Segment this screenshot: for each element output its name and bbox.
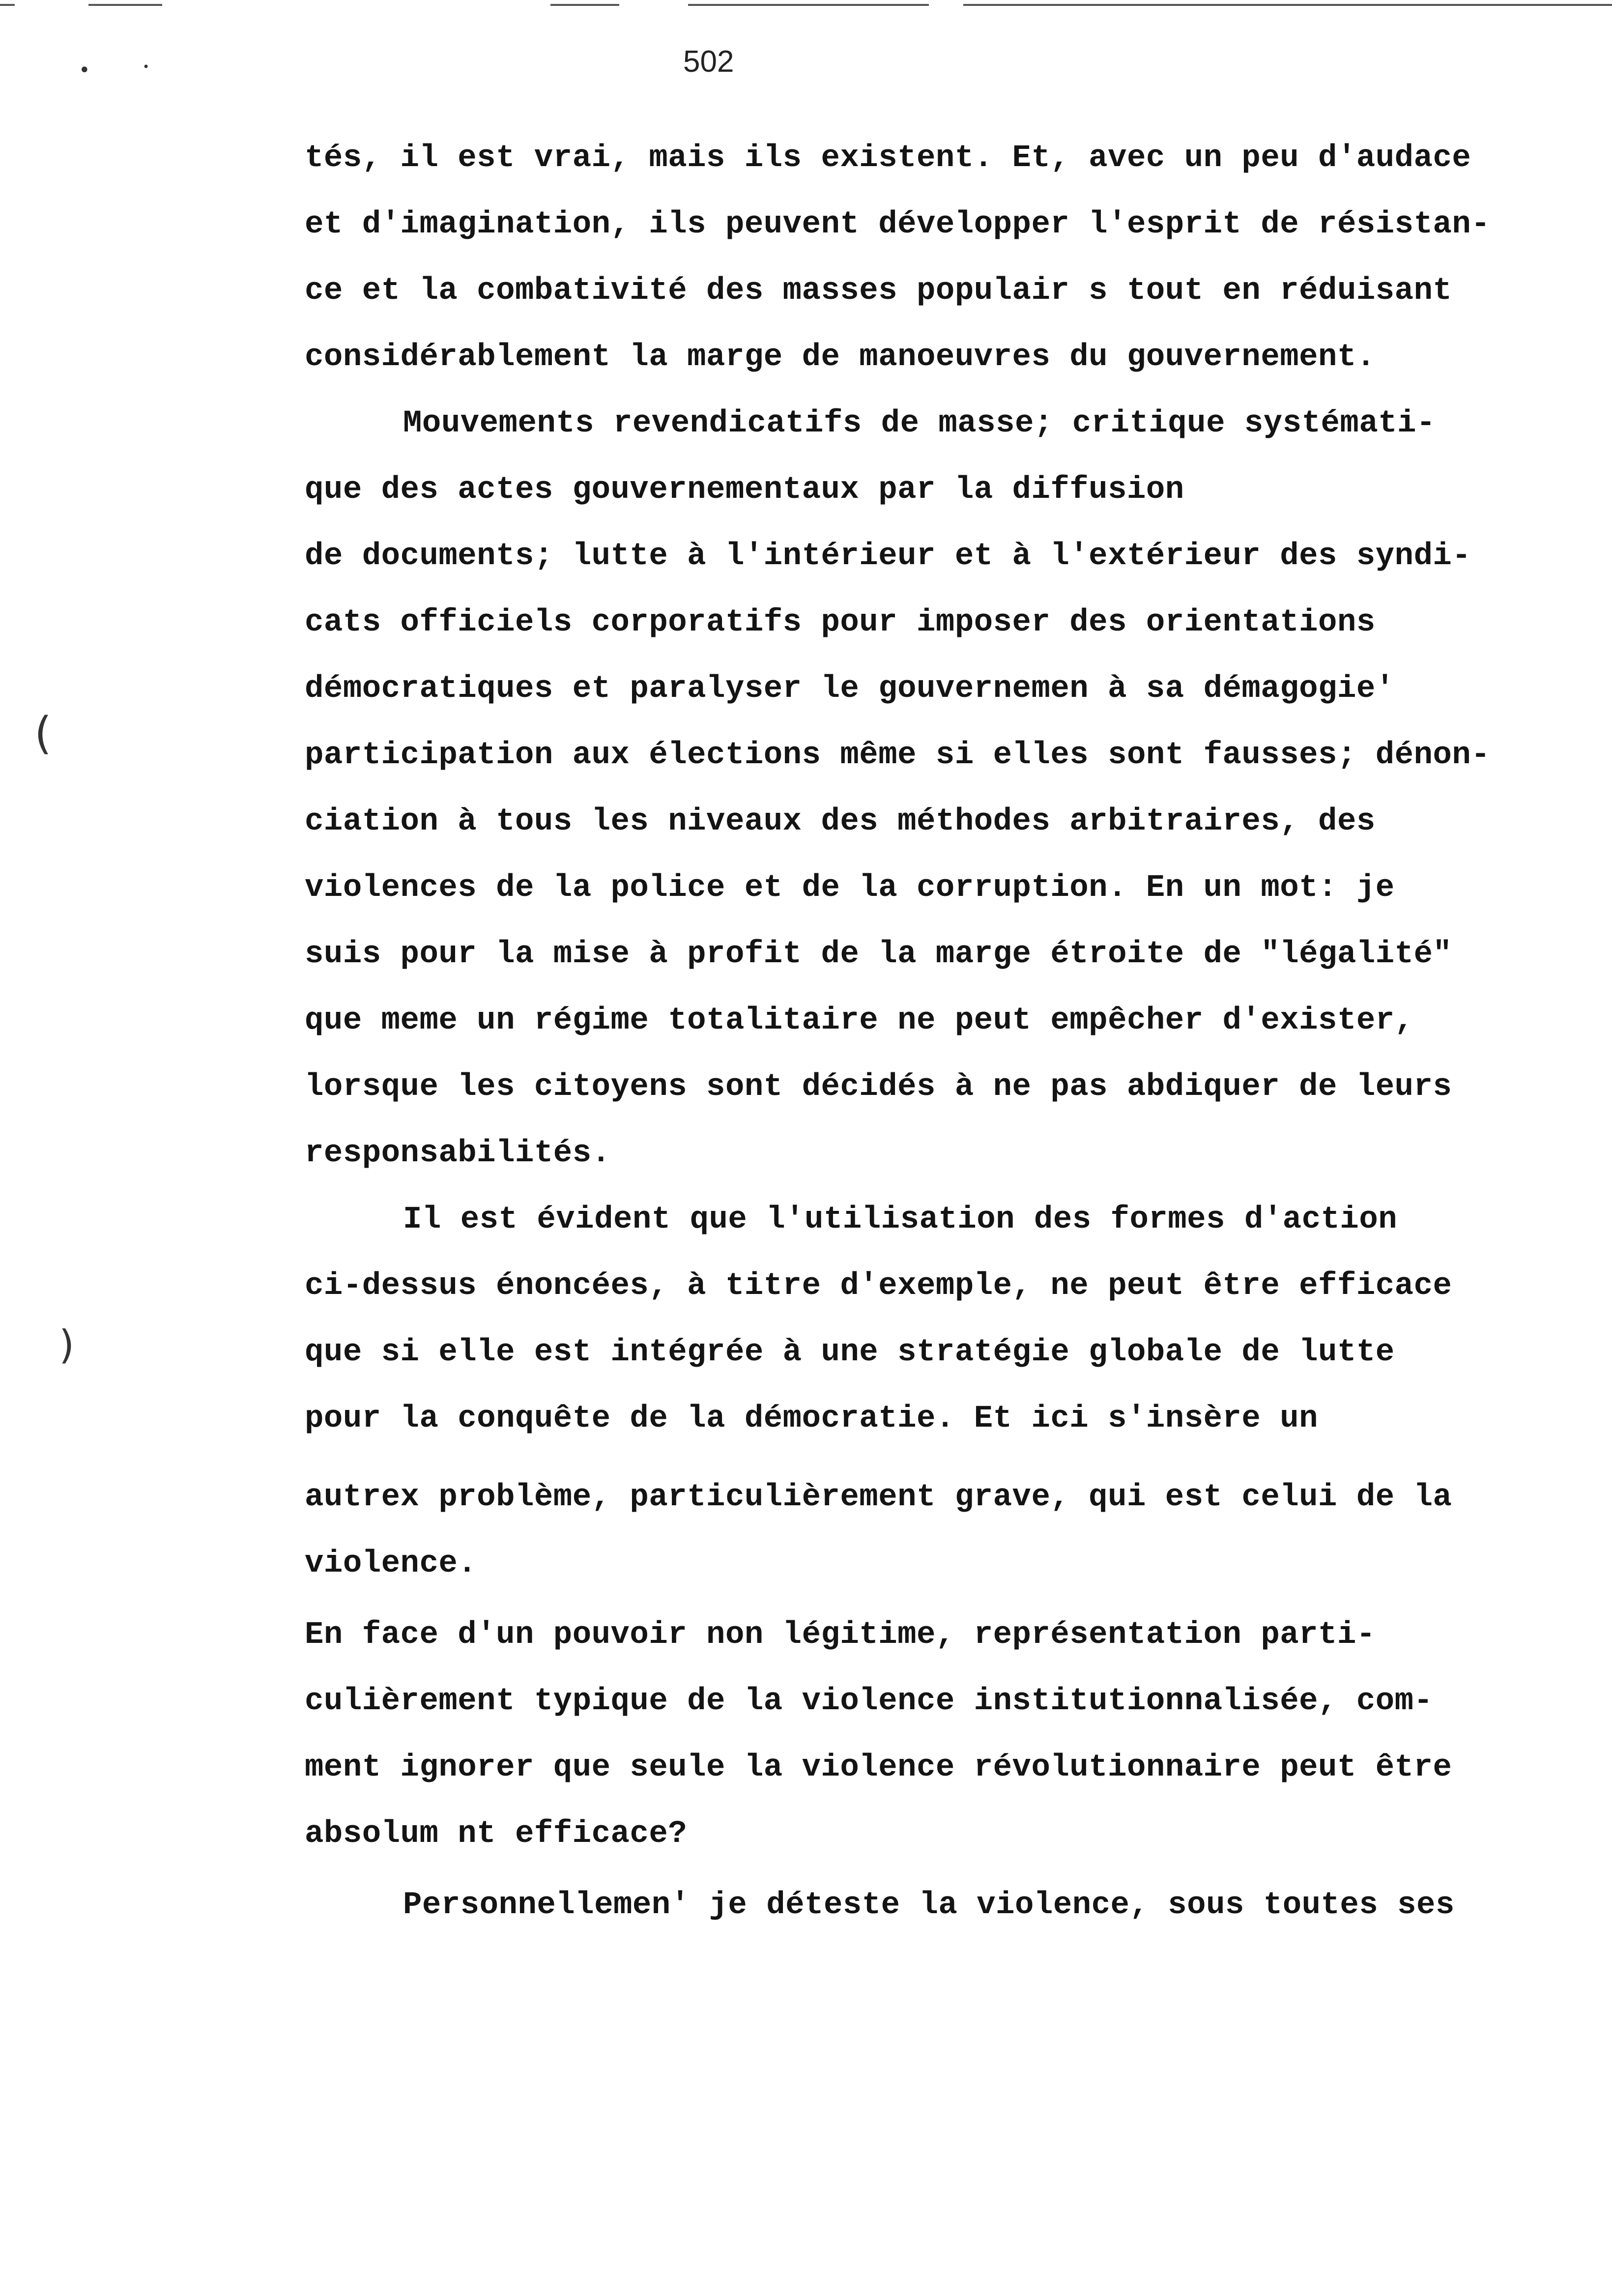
top-edge-rule [0,4,15,6]
text-line: ce et la combativité des masses populair s tout en réduisant [305,273,1452,309]
text-line: considérablement la marge de manoeuvres du gouvernement. [305,340,1376,375]
top-edge-rule [550,4,619,6]
margin-dot-mark: • [79,59,90,82]
text-line: tés, il est vrai, mais ils existent. Et, avec un peu d'audace [305,141,1471,176]
text-line: que des actes gouvernementaux par la diffusion [305,472,1184,508]
text-line: Mouvements revendicatifs de masse; critique systémati- [403,406,1436,441]
text-line: participation aux élections même si elles sont fausses; dénon- [305,738,1491,773]
text-line: autrex problème, particulièrement grave, qui est celui de la [305,1480,1452,1515]
text-line: pour la conquête de la démocratie. Et ici s'insère un [305,1401,1319,1436]
text-line: Personnellemen' je déteste la violence, sous toutes ses [403,1888,1455,1923]
text-line: En face d'un pouvoir non légitime, représentation parti- [305,1617,1376,1653]
margin-dot-mark: • [143,60,150,74]
text-line: Il est évident que l'utilisation des formes d'action [403,1202,1398,1237]
top-edge-rule [963,4,1612,6]
text-line: ciation à tous les niveaux des méthodes arbitraires, des [305,804,1376,839]
text-line: et d'imagination, ils peuvent développer l'esprit de résistan- [305,207,1491,242]
top-edge-rule [688,4,929,6]
text-line: ci-dessus énoncées, à titre d'exemple, ne peut être efficace [305,1268,1452,1304]
text-line: cats officiels corporatifs pour imposer des orientations [305,605,1376,640]
margin-hole-punch-mark: ( [34,708,52,759]
text-line: lorsque les citoyens sont décidés à ne pas abdiquer de leurs [305,1069,1452,1105]
page-number: 502 [683,45,734,79]
text-line: que meme un régime totalitaire ne peut empêcher d'exister, [305,1003,1414,1038]
text-line: de documents; lutte à l'intérieur et à l'extérieur des syndi- [305,539,1471,574]
text-line: démocratiques et paralyser le gouvernemen à sa démagogie' [305,671,1395,707]
text-line: violence. [305,1546,477,1581]
text-line: absolum nt efficace? [305,1816,688,1852]
text-line: que si elle est intégrée à une stratégie globale de lutte [305,1335,1395,1370]
top-edge-rule [88,4,162,6]
text-line: suis pour la mise à profit de la marge étroite de "légalité" [305,937,1452,972]
margin-hole-punch-mark: ) [59,1322,75,1368]
text-line: responsabilités. [305,1136,611,1171]
text-line: ment ignorer que seule la violence révolutionnaire peut être [305,1750,1452,1785]
typewritten-body [305,125,1563,1939]
text-line: violences de la police et de la corruption. En un mot: je [305,870,1395,906]
text-line: culièrement typique de la violence institutionnalisée, com- [305,1684,1433,1719]
